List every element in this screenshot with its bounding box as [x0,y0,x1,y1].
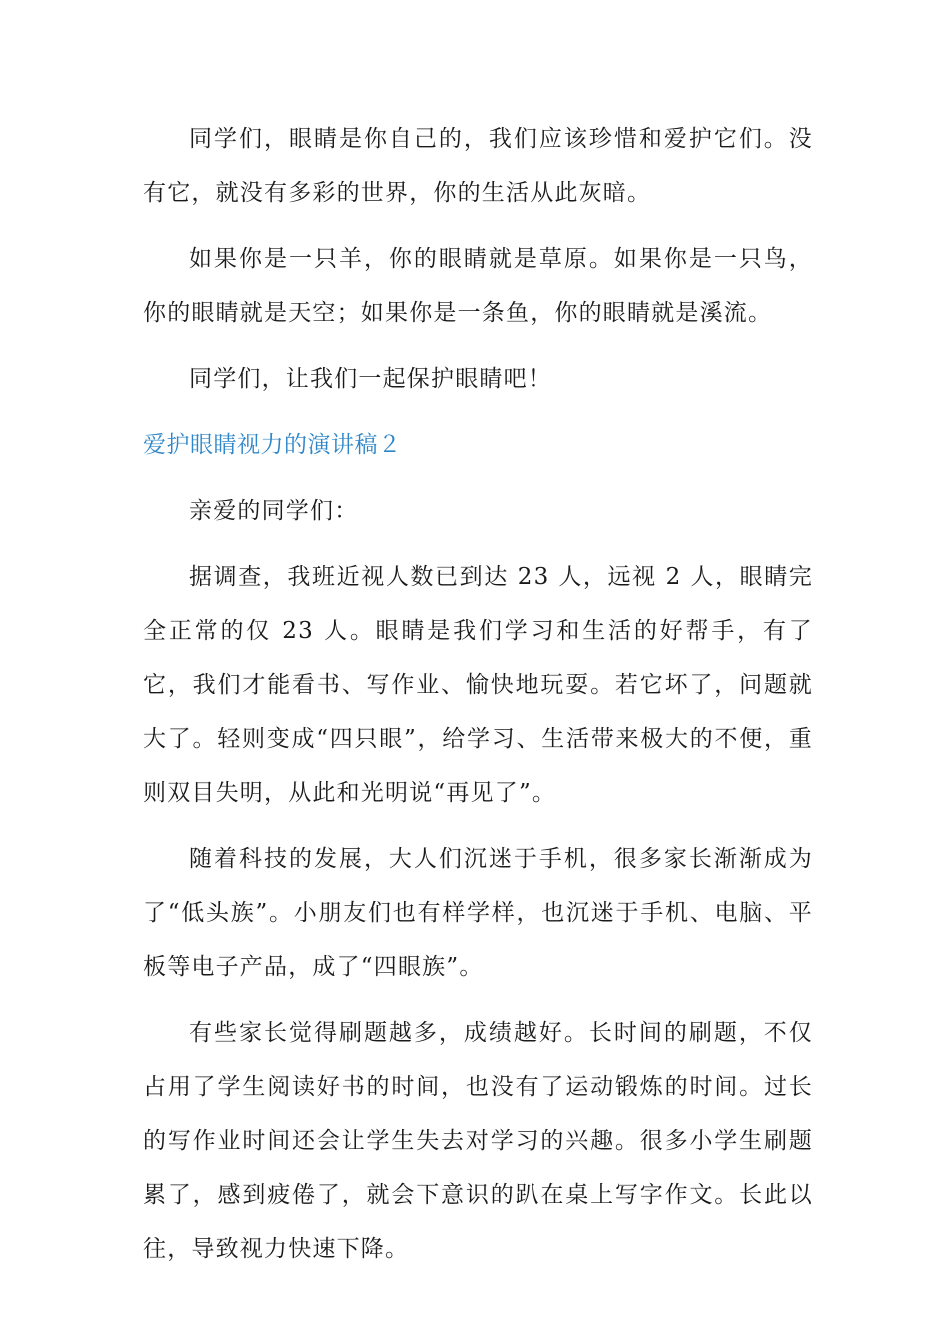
paragraph-greeting: 亲爱的同学们： [189,498,359,524]
paragraph-homework: 有些家长觉得刷题越多，成绩越好。长时间的刷题，不仅占用了学生阅读好书的时间，也没有了运动锻炼的时间。过长的写作业时间还会让学生失去对学习的兴趣。很多小学生刷题累了，感到疲倦了，就会下意识的趴在桌上写字作文。长此以往，导致视力快速下降。 [143,1020,813,1262]
paragraph-protect-eyes: 同学们，让我们一起保护眼睛吧！ [189,366,552,392]
document-body [143,112,813,1288]
paragraph-survey: 据调查，我班近视人数已到达 23 人，远视 2 人，眼睛完全正常的仅 23 人。眼睛是我们学习和生活的好帮手，有了它，我们才能看书、写作业、愉快地玩耍。若它坏了，问题就大了。轻则变成“四只眼”，给学习、生活带来极大的不便，重则双目失明，从此和光明说“再见了”。 [143,564,813,806]
section-heading: 爱护眼睛视力的演讲稿２ [143,432,402,458]
paragraph-technology: 随着科技的发展，大人们沉迷于手机，很多家长渐渐成为了“低头族”。小朋友们也有样学样，也沉迷于手机、电脑、平板等电子产品，成了“四眼族”。 [143,846,813,980]
paragraph-eyes-cherish: 同学们，眼睛是你自己的，我们应该珍惜和爱护它们。没有它，就没有多彩的世界，你的生活从此灰暗。 [143,126,813,206]
paragraph-sheep-bird-fish: 如果你是一只羊，你的眼睛就是草原。如果你是一只鸟，你的眼睛就是天空；如果你是一条鱼，你的眼睛就是溪流。 [143,246,813,326]
